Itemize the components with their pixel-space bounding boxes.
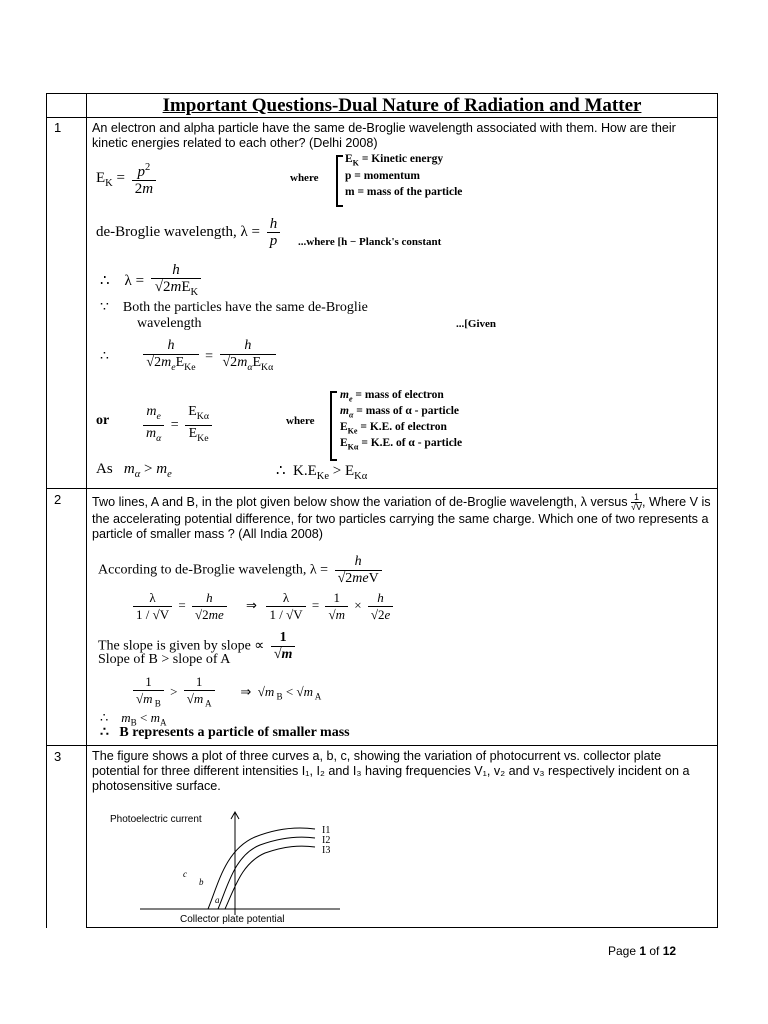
debroglie-formula: de-Broglie wavelength, λ = $\frac{h}{p}$ xyxy=(96,216,283,249)
question-text: The figure shows a plot of three curves a, b, c, showing the variation of photocurrent vs. collector plate potential for three different intensities I₁, I₂ and I₃ having frequencies V₁, v₂ and v₃ respectively incident on a photosensitive surface. xyxy=(92,749,690,793)
debroglie-label: de-Broglie wavelength, λ = xyxy=(96,223,261,240)
eke-def-text: = K.E. of electron xyxy=(360,421,447,433)
question-number: 3 xyxy=(54,749,62,764)
where2-label: where xyxy=(286,415,315,427)
me-def-text: = mass of electron xyxy=(355,389,444,401)
ke-conclusion: ∴ $K.E_{Ke} > E_{K\alpha}$ xyxy=(276,463,368,482)
curve-label-b: b xyxy=(199,877,204,887)
brace xyxy=(330,391,337,461)
curve-c xyxy=(208,828,315,909)
slope-line: The slope is given by slope ∝ $\frac{1}{√m}$ xyxy=(98,630,298,663)
lambda-ek: ∴ λ = $\frac{h}{√2mE_K}$ xyxy=(100,262,204,301)
or-label: or xyxy=(96,413,110,428)
intensity-label-1: I1 xyxy=(322,825,331,836)
curve-label-c: c xyxy=(183,869,187,879)
planck-note: ...where [h − Planck's constant xyxy=(298,236,442,248)
curve-b xyxy=(218,837,315,909)
final-answer: ∴ B represents a particle of smaller mass xyxy=(100,725,350,740)
therefore-mass: ∴ $m_B < m_A$ xyxy=(100,710,167,728)
because-line: ∵ Both the particles have the same de-Broglie xyxy=(100,300,368,315)
eka-def-text: = K.E. of α - particle xyxy=(361,437,463,449)
page-title: Important Questions-Dual Nature of Radiation and Matter xyxy=(162,95,642,116)
according-label: According to de-Broglie wavelength, λ = xyxy=(98,562,329,578)
ma-definition: $m_\alpha$ = mass of α - particle xyxy=(340,405,459,420)
intensity-label-2: I2 xyxy=(322,835,331,846)
as-label: As xyxy=(96,461,113,477)
conclusion-text: B represents a particle of smaller mass xyxy=(119,725,350,740)
page-footer xyxy=(608,944,676,958)
slope-label: The slope is given by slope ∝ xyxy=(98,638,265,654)
intensity-label-3: I3 xyxy=(322,845,331,856)
m-definition: m = mass of the particle xyxy=(345,186,463,198)
eke-definition: $E_{Ke} = K.E$. of electron xyxy=(340,421,447,436)
question-text-a: Two lines, A and B, in the plot given below show the variation of de-Broglie wavelength, λ versus xyxy=(92,494,628,509)
slope-compare: Slope of B > slope of A xyxy=(98,652,231,667)
where-label: where xyxy=(290,172,319,184)
according-formula: According to de-Broglie wavelength, λ = $\frac{h}{\text{√2meV}}$ xyxy=(98,554,385,587)
wavelength-word: wavelength xyxy=(137,316,202,331)
question-text: Two lines, A and B, in the plot given below show the variation of de-Broglie wavelength, λ versus $\frac{1}{√V}$ , Where V is the accelerating potential difference, for two particles carrying the same charge. Which one of two represents a particle of smaller mass ? (All India 2008) xyxy=(92,492,711,541)
inverse-sqrt-v: $\frac{1}{√V}$ xyxy=(631,492,642,512)
ek-formula: $E_K$ = $\frac{p^2}{2m}$ xyxy=(96,160,159,197)
mass-compare: $\frac{1}{√m _B}$ > $\frac{1}{√m _A}$ ⇒ √m $_B$ < √m $_A$ xyxy=(130,674,321,712)
footer-of: of xyxy=(646,944,663,958)
ek-definition: $E_K$ = Kinetic energy xyxy=(345,153,444,168)
p-definition: p = momentum xyxy=(345,170,420,182)
ratio-formula: $\frac{m_e}{m_\alpha}$ = $\frac{E_{K\alpha}}{E_{Ke}}$ xyxy=(140,404,215,447)
given-note: ...[Given xyxy=(456,318,497,330)
me-definition: $m_e$ = mass of electron xyxy=(340,389,444,404)
current-page: 1 xyxy=(639,944,647,958)
equal-wavelength: ∴ $\frac{h}{√2m_eE_{Ke}}$ = $\frac{h}{√2m_\alpha E_{K\alpha}}$ xyxy=(100,338,279,376)
same-text: Both the particles have the same de-Broglie xyxy=(122,300,368,315)
question-text-b: Where V is the accelerating potential difference, for two particles carrying the same charge. Which one of two represents a particle of smaller mass ? (All India 2008) xyxy=(92,494,711,541)
question-number: 1 xyxy=(54,120,62,135)
x-axis-label: Collector plate potential xyxy=(180,914,285,925)
total-pages: 12 xyxy=(662,944,677,958)
brace xyxy=(336,155,343,207)
lambda-sqrtv: $\frac{\lambda}{1 / √V}$ = $\frac{h}{√2me}$ ⇒ $\frac{\lambda}{1 / √V}$ = $\frac{1}{√m}$ × $\frac{h}{√2e}$ xyxy=(130,590,396,623)
photocurrent-graph xyxy=(100,805,360,925)
footer-prefix: Page xyxy=(608,944,640,958)
eka-definition: $E_{K\alpha} = K.E$. of α - particle xyxy=(340,437,463,452)
question-text: An electron and alpha particle have the same de-Broglie wavelength associated with them. How are their kinetic energies related to each other? (Delhi 2008) xyxy=(92,121,676,150)
question-number: 2 xyxy=(54,492,62,507)
y-axis-label: Photoelectric current xyxy=(110,814,202,825)
as-conclusion: As $m_\alpha > m_e$ xyxy=(96,461,172,480)
ma-def-text: = mass of α - particle xyxy=(356,405,459,417)
curve-label-a: a xyxy=(215,895,220,905)
curve-a xyxy=(225,846,315,909)
